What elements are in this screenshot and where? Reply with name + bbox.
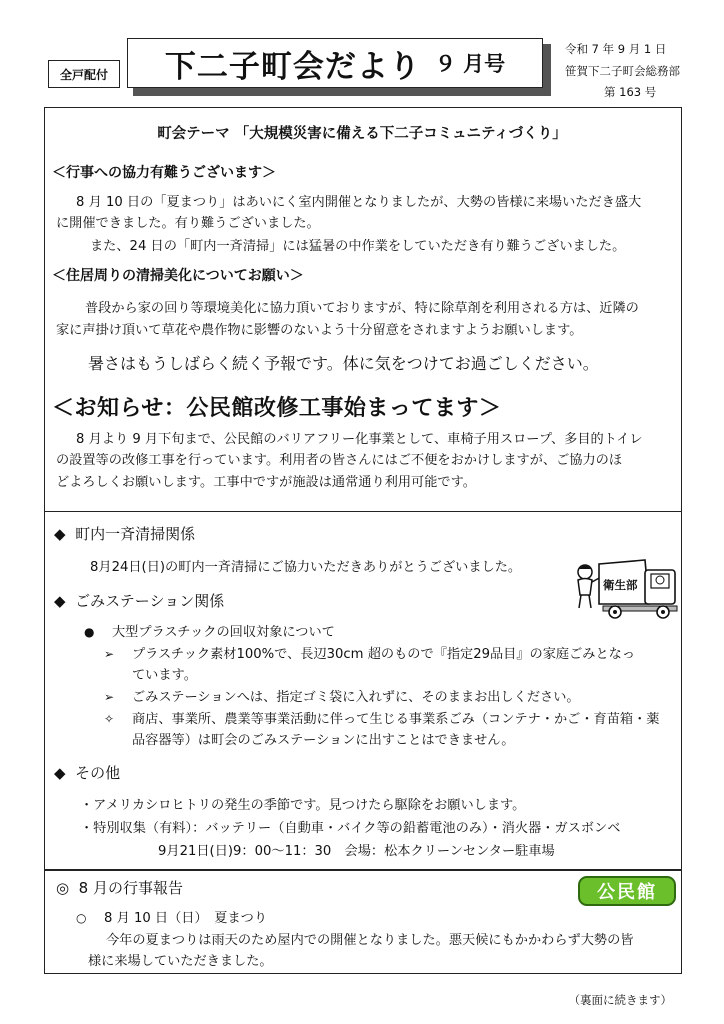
- report-item-title: 8 月 10 日（日） 夏まつり: [104, 911, 268, 926]
- thanks-line-1: 8 月 10 日の「夏まつり」はあいにく室内開催となりましたが、大勢の皆様に来場いただき盛大: [76, 195, 642, 210]
- report-line-2: 様に来場していただきました。: [88, 954, 273, 969]
- notice-line-2: の設置等の改修工事を行っています。利用者の皆さんにはご不便をおかけしますが、ご協力のほ: [56, 453, 623, 468]
- garbage-section-title: ごみステーション関係: [75, 592, 225, 610]
- heat-warning: 暑さはもうしばらく続く予報です。体に気をつけてお過ごしください。: [88, 354, 599, 373]
- plastic-item-1-cont: ています。: [132, 668, 197, 683]
- notice-line-1: 8 月より 9 月下旬まで、公民館のバリアフリー化事業として、車椅子用スロープ、多目的トイレ: [76, 432, 643, 447]
- notice-line-3: どよろしくお願いします。工事中ですが施設は通常通り利用可能です。: [56, 475, 476, 490]
- plastic-head: [84, 622, 335, 643]
- cleanup-line-2: 家に声掛け頂いて草花や農作物に影響のないよう十分留意をされますようお願いします。: [56, 323, 583, 338]
- thanks-line-2: に開催できました。有り難うございました。: [56, 216, 320, 231]
- arrow-bullet-icon: ➢: [104, 690, 115, 704]
- title-frame: [127, 38, 543, 88]
- other-item-2: ・特別収集（有料）：バッテリー（自動車・バイク等の鉛蓄電池のみ）・消火器・ガスボンベ: [80, 821, 621, 836]
- issuer-office: 笹賀下二子町会総務部: [565, 64, 680, 78]
- double-circle-icon: ◎: [56, 879, 70, 897]
- report-item-head: [76, 908, 267, 929]
- plastic-item-2: [104, 687, 580, 708]
- other-item-1: ・アメリカシロヒトリの発生の季節です。見つけたら駆除をお願いします。: [80, 798, 526, 813]
- plastic-head-text: 大型プラスチックの回収対象について: [112, 625, 335, 640]
- plastic-item-1-text: プラスチック素材100%で、長辺30cm 超のもので『指定29品目』の家庭ごみとなっ: [132, 647, 636, 662]
- truck-label: 衛生部: [603, 578, 638, 592]
- clean-section-head: [54, 523, 195, 544]
- plastic-item-3-cont: 品容器等）は町会のごみステーションに出すことはできません。: [132, 733, 515, 748]
- report-section-head: [56, 877, 183, 898]
- sparkle-bullet-icon: ✧: [104, 712, 115, 726]
- distribution-badge: 全戸配付: [48, 60, 120, 88]
- newsletter-title-box: [127, 38, 551, 96]
- plastic-item-2-text: ごみステーションへは、指定ゴミ袋に入れずに、そのままお出しください。: [132, 690, 580, 705]
- kominkan-logo: 公民館: [578, 876, 676, 906]
- report-line-1: 今年の夏まつりは雨天のため屋内での開催となりました。悪天候にもかかわらず大勢の皆: [106, 933, 634, 948]
- other-section-head: [54, 762, 120, 783]
- dot-bullet-icon: ●: [84, 625, 95, 639]
- thanks-heading: ＜行事への協力有難うございます＞: [52, 165, 276, 181]
- notice-heading: ＜お知らせ：公民館改修工事始まってます＞: [52, 396, 502, 421]
- diamond-bullet-icon: ◆: [54, 525, 66, 543]
- thanks-line-3: また、24 日の「町内一斉清掃」には猛暑の中作業をしていただき有り難うございました。: [90, 239, 626, 254]
- circle-bullet-icon: ○: [76, 911, 87, 925]
- report-section-title: 8 月の行事報告: [78, 879, 183, 897]
- clean-section-title: 町内一斉清掃関係: [75, 525, 196, 543]
- page-title: 下二子町会だより: [164, 48, 421, 85]
- cleanup-line-1: 普段から家の回り等環境美化に協力頂いておりますが、特に除草剤を利用される方は、近隣の: [85, 301, 639, 316]
- issue-month: ９ 月号: [434, 52, 506, 76]
- issue-date: 令和 7 年 9 月 1 日: [565, 42, 667, 56]
- diamond-bullet-icon: ◆: [54, 592, 66, 610]
- cleanup-heading: ＜住居周りの清掃美化についてお願い＞: [52, 268, 304, 284]
- garbage-truck-illustration: [573, 550, 683, 624]
- plastic-item-1: [104, 644, 635, 665]
- plastic-item-3: [104, 709, 660, 730]
- diamond-bullet-icon: ◆: [54, 764, 66, 782]
- other-section-title: その他: [75, 764, 121, 782]
- arrow-bullet-icon: ➢: [104, 647, 115, 661]
- clean-thanks-text: 8月24日(日)の町内一斉清掃にご協力いただきありがとうございました。: [90, 560, 522, 575]
- plastic-item-3-text: 商店、事業所、農業等事業活動に伴って生じる事業系ごみ（コンテナ・かご・育苗箱・薬: [132, 712, 660, 727]
- issue-number: 第 163 号: [604, 85, 657, 99]
- continued-note: （裏面に続きます）: [568, 993, 672, 1007]
- other-item-3: 9月21日(日)9：00～11：30 会場：松本クリーンセンター駐車場: [158, 844, 555, 859]
- community-theme: 町会テーマ 「大規模災害に備える下二子コミュニティづくり」: [157, 126, 567, 142]
- garbage-section-head: [54, 590, 224, 611]
